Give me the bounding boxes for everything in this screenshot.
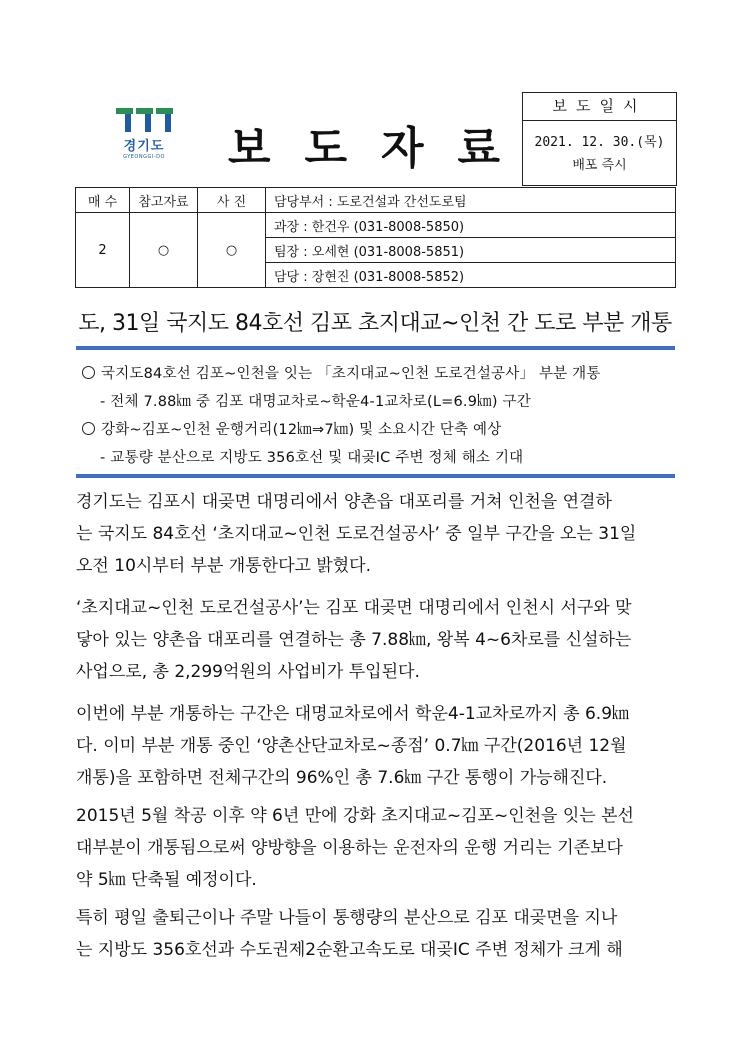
paragraph-line: 사업으로, 총 2,299억원의 사업비가 투입된다.: [76, 662, 420, 682]
summary-item: [82, 418, 501, 439]
body-paragraph: [76, 486, 676, 582]
paragraph-line: 개통)을 포함하면 전체구간의 96%인 총 7.6㎞ 구간 통행이 가능해진다.: [76, 768, 608, 788]
paragraph-line: 다. 이미 부분 개통 중인 ‘양촌산단교차로~종점’ 0.7㎞ 구간(2016년 12월: [76, 736, 627, 756]
paragraph-line: 닿아 있는 양촌읍 대포리를 연결하는 총 7.88㎞, 왕복 4~6차로를 신설하는: [76, 630, 632, 650]
summary-subitem: [100, 446, 523, 467]
summary-text: 국지도84호선 김포~인천을 잇는 「초지대교~인천 도로건설공사」 부분 개통: [101, 366, 601, 382]
logo-name: 경기도: [123, 139, 165, 154]
paragraph-line: 경기도는 김포시 대곶면 대명리에서 양촌읍 대포리를 거쳐 인천을 연결하: [76, 492, 612, 512]
summary-text: - 교통량 분산으로 지방도 356호선 및 대곶IC 주변 정체 해소 기대: [100, 450, 524, 466]
headline: 도, 31일 국지도 84호선 김포 초지대교~인천 간 도로 부분 개통: [78, 311, 672, 336]
paragraph-line: 약 5㎞ 단축될 예정이다.: [76, 870, 257, 890]
reference-value: ○: [130, 213, 198, 288]
paragraph-line: 는 지방도 356호선과 수도권제2순환고속도로 대곶IC 주변 정체가 크게 해: [76, 940, 623, 960]
paragraph-line: ‘초지대교~인천 도로건설공사’는 김포 대곶면 대명리에서 인천시 서구와 맞: [76, 598, 632, 618]
summary-text: 강화~김포~인천 운행거리(12㎞⇒7㎞) 및 소요시간 단축 예상: [101, 422, 502, 438]
summary-subitem: [100, 390, 531, 411]
pages-value: 2: [76, 213, 130, 288]
circle-bullet-icon: [82, 366, 95, 379]
gyeonggi-logo: [112, 108, 176, 172]
circle-bullet-icon: [82, 422, 95, 435]
paragraph-line: 특히 평일 출퇴근이나 주말 나들이 통행량의 분산으로 김포 대곶면을 지나: [76, 908, 618, 928]
body-paragraph: [76, 698, 676, 794]
info-table: [75, 187, 676, 288]
logo-subtitle: GYEONGGI-DO: [123, 154, 165, 160]
summary-item: [82, 362, 601, 383]
summary-text: - 전체 7.88㎞ 중 김포 대명교차로~학운4-1교차로(L=6.9㎞) 구간: [100, 394, 531, 410]
release-date-label: 보도일시: [523, 93, 676, 121]
paragraph-line: 2015년 5월 착공 이후 약 6년 만에 강화 초지대교~김포~인천을 잇는 본선: [76, 806, 634, 826]
photo-header: 사 진: [198, 188, 266, 213]
contact-officer: 담당 : 장현진 (031-8008-5852): [266, 263, 676, 288]
department-cell: 담당부서 : 도로건설과 간선도로팀: [266, 188, 676, 213]
body-paragraph: [76, 800, 676, 896]
paragraph-line: 오전 10시부터 부분 개통한다고 밝혔다.: [76, 556, 371, 576]
paragraph-line: 는 국지도 84호선 ‘초지대교~인천 도로건설공사’ 중 일부 구간을 오는 31일: [76, 524, 637, 544]
body-paragraph: [76, 592, 676, 688]
paragraph-line: 이번에 부분 개통하는 구간은 대명교차로에서 학운4-1교차로까지 총 6.9㎞: [76, 704, 630, 724]
page-title: 보도자료: [228, 123, 535, 174]
contact-director: 과장 : 한건우 (031-8008-5850): [266, 213, 676, 238]
paragraph-line: 대부분이 개통됨으로써 양방향을 이용하는 운전자의 운행 거리는 기존보다: [76, 838, 623, 858]
body-paragraph: [76, 902, 676, 966]
reference-header: 참고자료: [130, 188, 198, 213]
photo-value: ○: [198, 213, 266, 288]
summary-box: [76, 346, 675, 478]
logo-mark-icon: [112, 108, 176, 132]
pages-header: 매 수: [76, 188, 130, 213]
release-date-box: [522, 92, 677, 186]
release-date: 2021. 12. 30.(목): [534, 135, 665, 150]
distribution-note: 배포 즉시: [572, 158, 627, 173]
contact-team-leader: 팀장 : 오세현 (031-8008-5851): [266, 238, 676, 263]
